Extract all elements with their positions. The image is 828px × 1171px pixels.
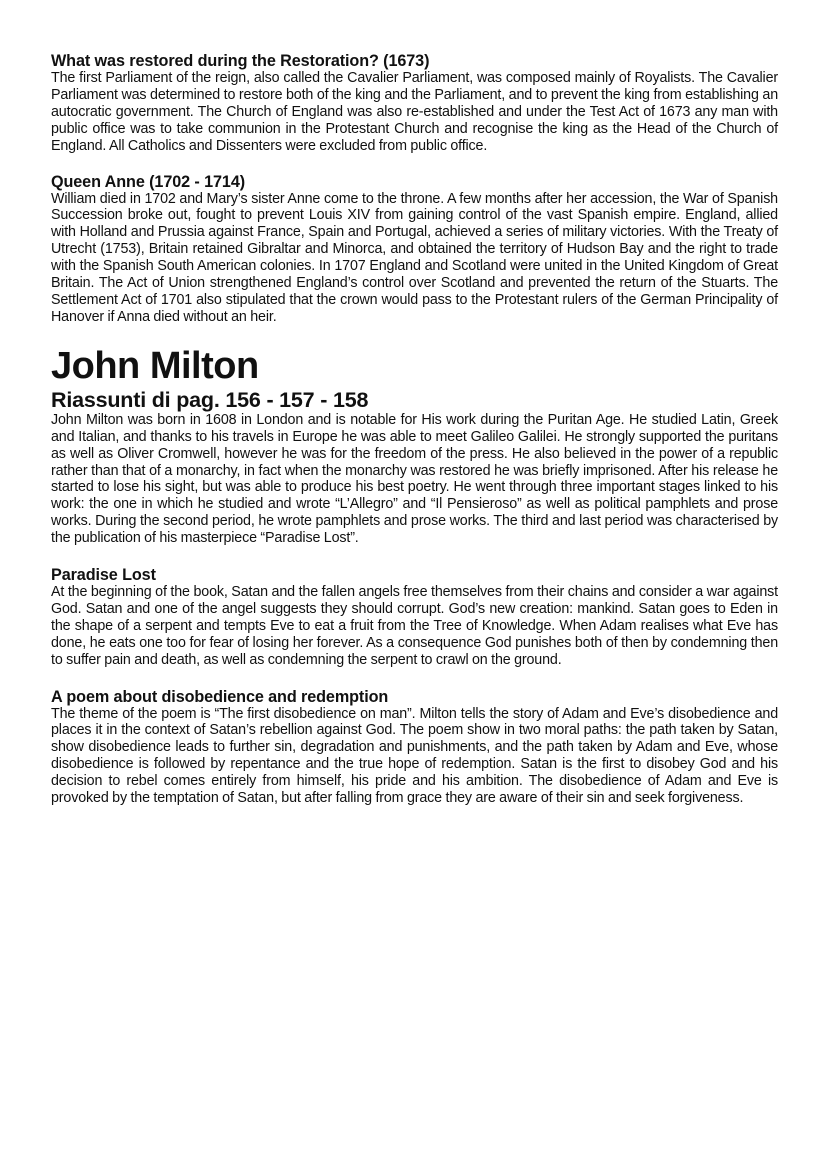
section-queen-anne [51, 173, 778, 326]
page-content [51, 52, 778, 807]
section-paragraph: William died in 1702 and Mary’s sister Anne come to the throne. A few months after her accession, the War of Spanish Succession broke out, fought to prevent Louis XIV from gaining control of the vast Spanish empire. England, allied with Holland and Prussia against France, Spain and Portugal, achieved a series of military victories. With the Treaty of Utrecht (1753), Britain retained Gibraltar and Minorca, and obtained the territory of Hudson Bay and the right to trade with the Spanish South American colonies. In 1707 England and Scotland were united in the United Kingdom of Great Britain. The Act of Union strengthened England’s control over Scotland and prevented the return of the Stuarts. The Settlement Act of 1701 also stipulated that the crown would pass to the Protestant rulers of the German Principality of Hanover if Anna died without an heir. [51, 190, 778, 325]
section-heading: Paradise Lost [51, 566, 156, 585]
section-paradise-lost [51, 566, 778, 669]
page-subtitle: Riassunti di pag. 156 - 157 - 158 [51, 387, 369, 412]
section-restoration [51, 52, 778, 155]
section-heading: A poem about disobedience and redemption [51, 687, 389, 706]
section-paragraph: The theme of the poem is “The first disobedience on man”. Milton tells the story of Adam and Eve’s disobedience and places it in the context of Satan’s rebellion against God. The poem show in two moral paths: the path taken by Satan, show disobedience leads to further sin, degradation and punishments, and the path taken by Adam and Eve, whose disobedience is followed by repentance and the true hope of redemption. Satan is the first to disobey God and his decision to rebel comes entirely from himself, his pride and his ambition. The disobedience of Adam and Eve is provoked by the temptation of Satan, but after falling from grace they are aware of their sin and seek forgiveness. [51, 705, 778, 807]
section-paragraph: John Milton was born in 1608 in London and is notable for His work during the Puritan Age. He studied Latin, Greek and Italian, and thanks to his travels in Europe he was able to meet Galileo Galilei. He strongly supported the puritans as well as Oliver Cromwell, however he was for the freedom of the press. He also believed in the power of a republic rather than that of a monarchy, in fact when the monarchy was restored he was briefly imprisoned. After his release he started to lose his sight, but was able to produce his best poetry. He went through three important stages linked to his work: the one in which he studied and wrote “L’Allegro” and “Il Pensieroso” as well as political pamphlets and prose works. During the second period, he wrote pamphlets and prose works. The third and last period was characterised by the publication of his masterpiece “Paradise Lost”. [51, 411, 778, 547]
section-heading: Queen Anne (1702 - 1714) [51, 172, 246, 191]
section-paragraph: The first Parliament of the reign, also called the Cavalier Parliament, was composed mainly of Royalists. The Cavalier Parliament was determined to restore both of the king and the Parliament, and to prevent the king from establishing an autocratic government. The Church of England was also re-established and under the Test Act of 1673 any man with public office was to take communion in the Protestant Church and recognise the king as the Head of the Church of England. All Catholics and Dissenters were excluded from public office. [51, 70, 778, 154]
section-john-milton [51, 344, 778, 547]
section-heading: What was restored during the Restoration? (1673) [51, 52, 430, 70]
section-paragraph: At the beginning of the book, Satan and the fallen angels free themselves from their chains and consider a war against God. Satan and one of the angel suggests they should corrupt. God’s new creation: mankind. Satan goes to Eden in the shape of a serpent and tempts Eve to eat a fruit from the Tree of Knowledge. When Adam realises what Eve has done, he eats one too for fear of losing her forever. As a consequence God punishes both of then by condemning then to suffer pain and death, as well as condemning the serpent to crawl on the ground. [51, 584, 778, 668]
page-title: John Milton [51, 344, 259, 387]
section-disobedience [51, 688, 778, 807]
